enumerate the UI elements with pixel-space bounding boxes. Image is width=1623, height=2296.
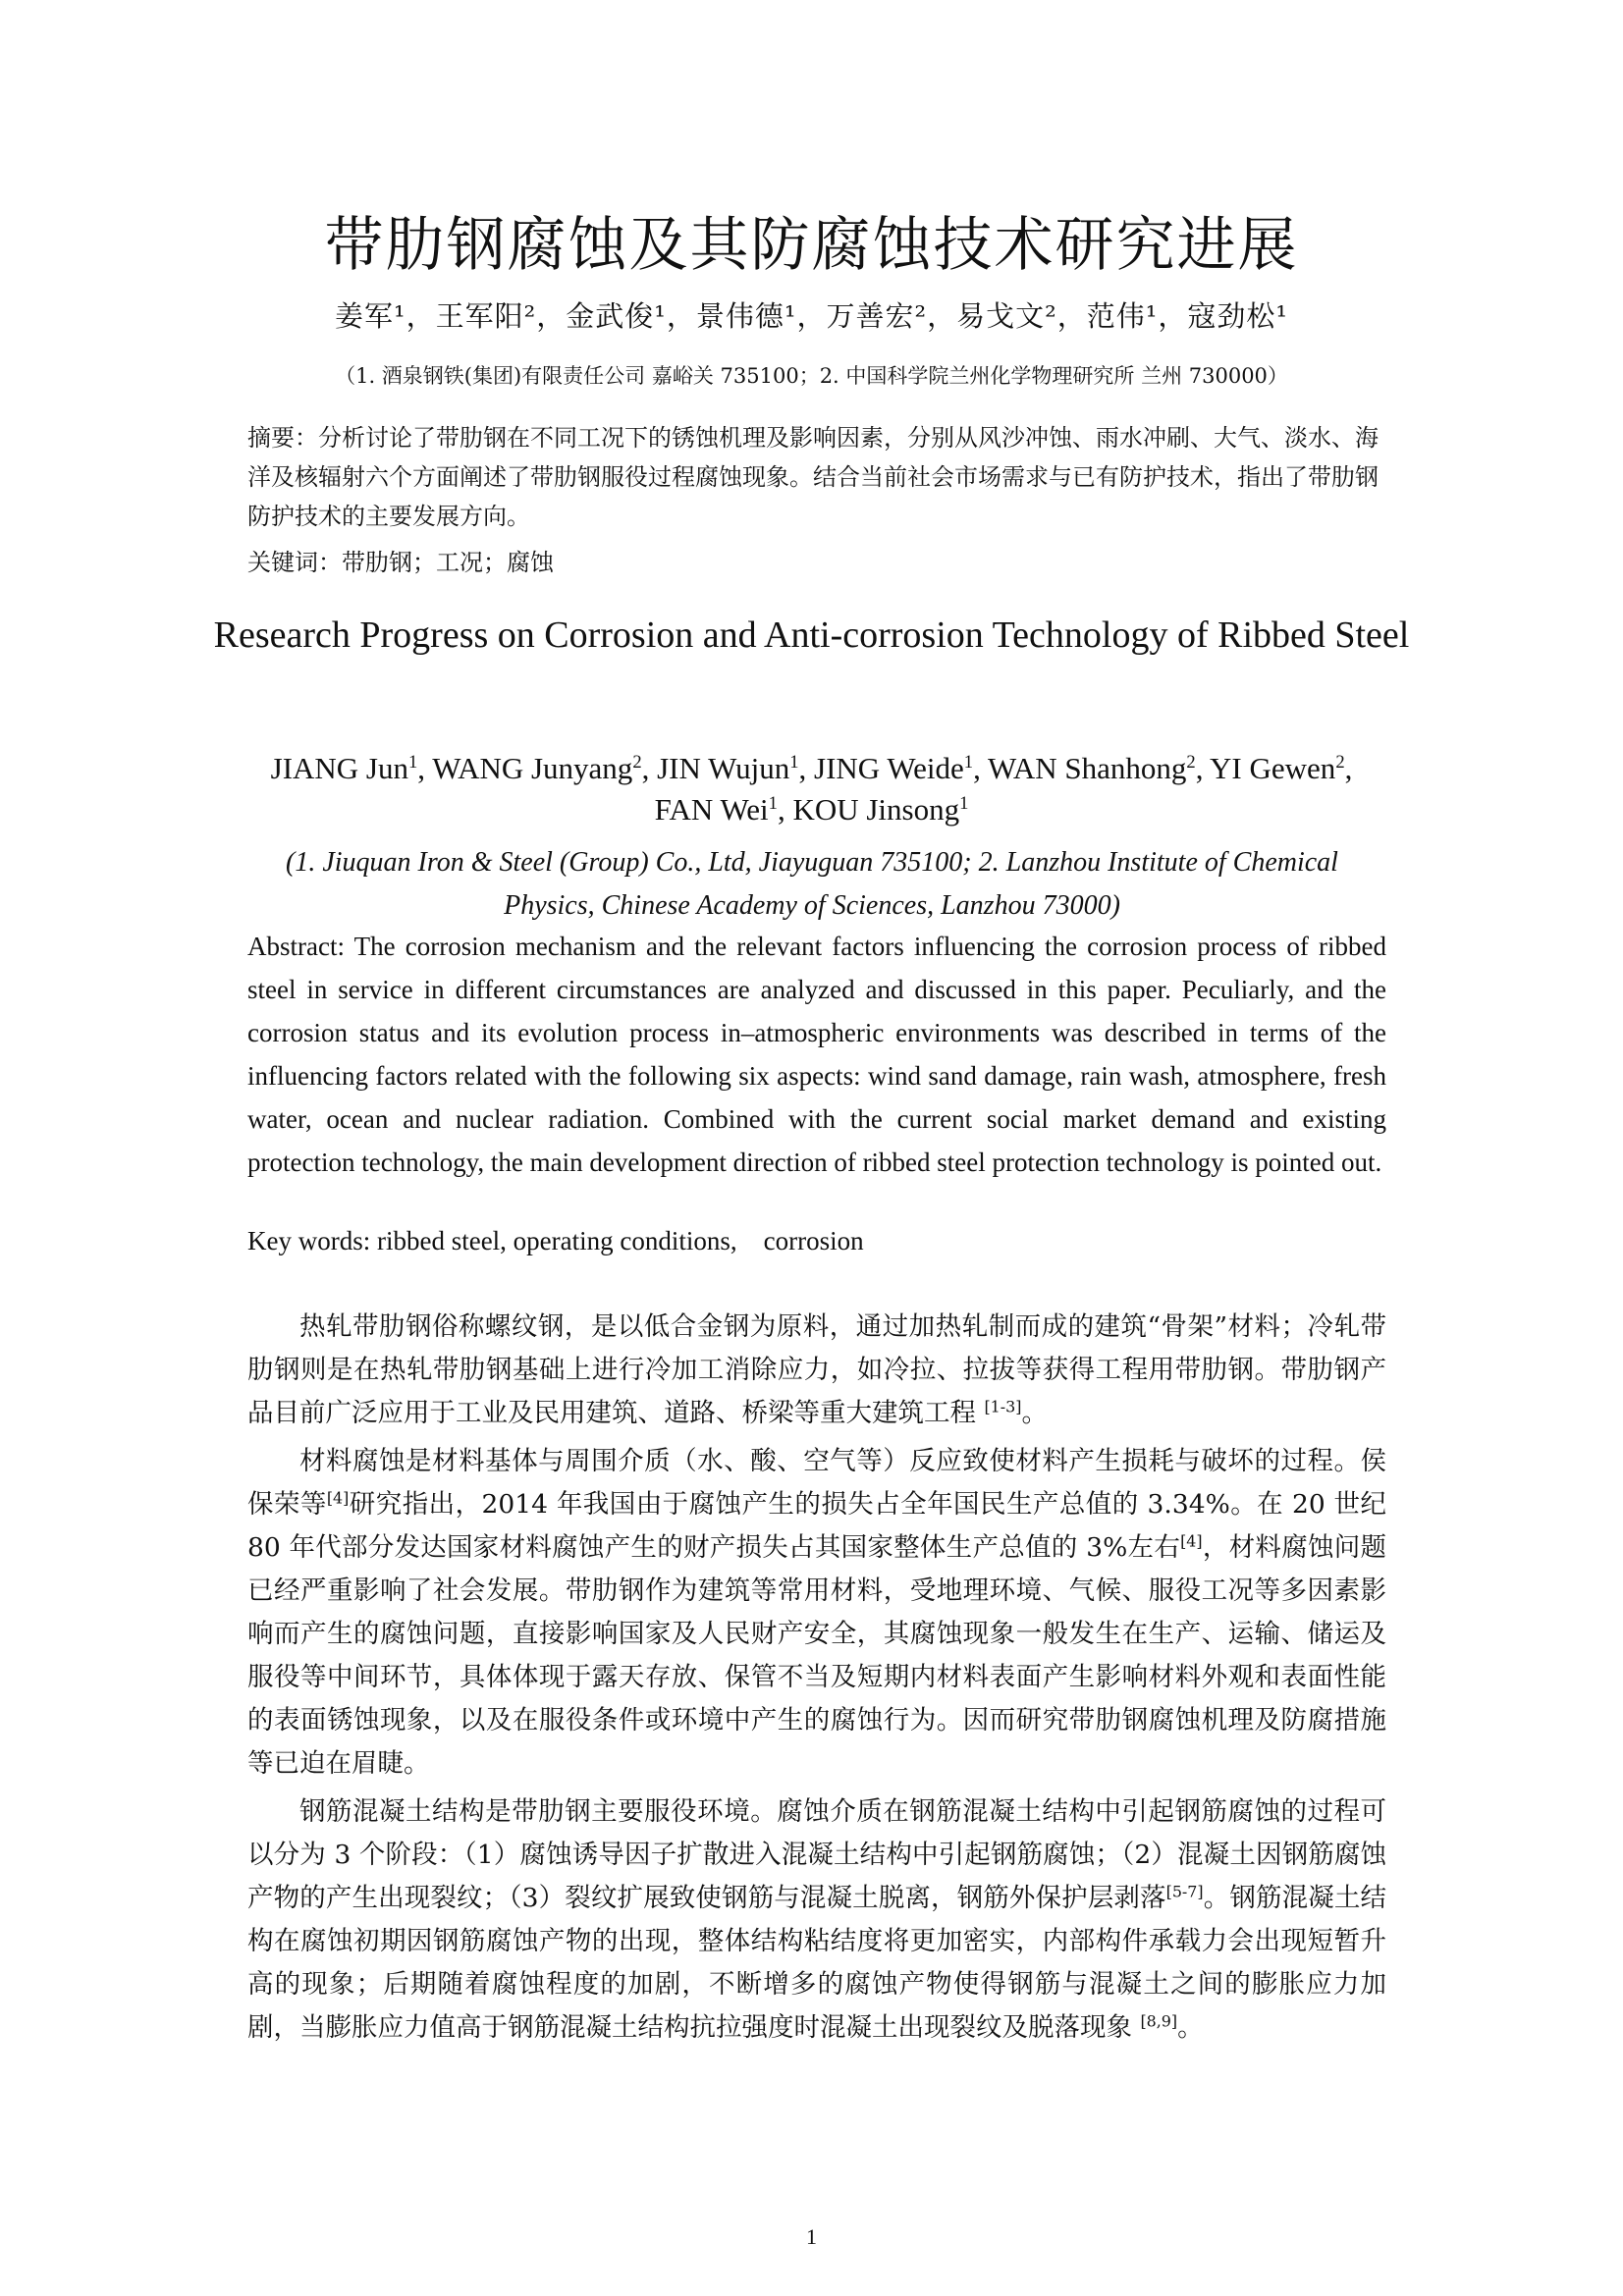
citation-ref: [5-7] bbox=[1165, 1882, 1204, 1901]
body-text bbox=[247, 1306, 1386, 2055]
paragraph-text: 研究指出，2014 年我国由于腐蚀产生的损失占全年国民生产总值的 3.34%。在 20 世纪 80 年代部分发达国家材料腐蚀产生的财产损失占其国家整体生产总值的 3%左右 bbox=[247, 1489, 1386, 1563]
author-name: WAN Shanhong bbox=[988, 751, 1187, 785]
author-affil-mark: 1 bbox=[959, 792, 969, 814]
english-authors: JIANG Jun$^1$, WANG Junyang$^2$, JIN Wujun$^1$, JING Weide$^1$, WAN Shanhong$^2$, YI Gewen$^2$, FAN Wei$^1$, KOU Jinsong$^1$ bbox=[270, 751, 1353, 827]
paragraph-text: 。 bbox=[1021, 1398, 1048, 1428]
author-affil-mark: 2 bbox=[1335, 751, 1345, 773]
author-affil-mark: 1 bbox=[963, 751, 974, 773]
author-name: JIN Wujun bbox=[657, 751, 790, 785]
author-name: YI Gewen bbox=[1210, 751, 1336, 785]
author-name: WANG Junyang bbox=[432, 751, 633, 785]
citation-ref: [4] bbox=[326, 1488, 350, 1508]
citation-ref: [4] bbox=[1180, 1531, 1203, 1551]
author-affil-mark: 1 bbox=[408, 751, 418, 773]
author-affil-mark: 1 bbox=[768, 792, 778, 814]
author-affil-mark: 1 bbox=[789, 751, 799, 773]
paragraph-text: ，材料腐蚀问题已经严重影响了社会发展。带肋钢作为建筑等常用材料，受地理环境、气候、服役工况等多因素影响而产生的腐蚀问题，直接影响国家及人民财产安全，其腐蚀现象一般发生在生产、运输、储运及服役等中间环节，具体体现于露天存放、保管不当及短期内材料表面产生影响材料外观和表面性能的表面锈蚀现象，以及在服役条件或环境中产生的腐蚀行为。因而研究带肋钢腐蚀机理及防腐措施等已迫在眉睫。 bbox=[247, 1532, 1387, 1779]
paragraph-text: 。钢筋混凝土结构在腐蚀初期因钢筋腐蚀产物的出现，整体结构粘结度将更加密实，内部构件承载力会出现短暂升高的现象；后期随着腐蚀程度的加剧，不断增多的腐蚀产物使得钢筋与混凝土之间的膨胀应力加剧，当膨胀应力值高于钢筋混凝土结构抗拉强度时混凝土出现裂纹及脱落现象 bbox=[247, 1883, 1386, 2043]
page-number: 1 bbox=[806, 2224, 817, 2249]
author-name: JING Weide bbox=[814, 751, 964, 785]
chinese-affiliation: （1. 酒泉钢铁(集团)有限责任公司 嘉峪关 735100；2. 中国科学院兰州化学物理研究所 兰州 730000） bbox=[335, 364, 1288, 388]
author-name: FAN Wei bbox=[654, 792, 769, 827]
author-name: KOU Jinsong bbox=[792, 792, 960, 827]
paragraph-text: 钢筋混凝土结构是带肋钢主要服役环境。腐蚀介质在钢筋混凝土结构中引起钢筋腐蚀的过程可以分为 3 个阶段：（1）腐蚀诱导因子扩散进入混凝土结构中引起钢筋腐蚀；（2）混凝土因钢筋腐蚀产物的产生出现裂纹；（3）裂纹扩展致使钢筋与混凝土脱离，钢筋外保护层剥落 bbox=[247, 1796, 1386, 1913]
body-paragraph bbox=[247, 1790, 1386, 2050]
author-affil-mark: 2 bbox=[632, 751, 642, 773]
citation-ref: [8,9] bbox=[1140, 2011, 1178, 2031]
body-paragraph bbox=[247, 1306, 1386, 1435]
english-title: Research Progress on Corrosion and Anti-corrosion Technology of Ribbed Steel bbox=[213, 614, 1410, 656]
english-keywords: Key words: ribbed steel, operating conditions, corrosion bbox=[247, 1226, 864, 1255]
chinese-title: 带肋钢腐蚀及其防腐蚀技术研究进展 bbox=[324, 211, 1299, 280]
chinese-authors: 姜军¹，王军阳²，金武俊¹，景伟德¹，万善宏²，易戈文²，范伟¹，寇劲松¹ bbox=[334, 299, 1288, 333]
citation-ref: [1-3] bbox=[984, 1397, 1022, 1416]
paragraph-text: 材料腐蚀是材料基体与周围介质（水、酸、空气等）反应致使材料产生损耗与破坏的过程。侯保荣等 bbox=[247, 1446, 1386, 1520]
paragraph-text: 。 bbox=[1177, 2012, 1204, 2043]
english-abstract: Abstract: The corrosion mechanism and the relevant factors influencing the corrosion process of ribbed steel in service in different circumstances are analyzed and discussed in this paper. Peculiarly, and the corrosion status and its evolution process in–atmospheric environments was described in terms of the influencing factors related with the following six aspects: wind sand damage, rain wash, atmosphere, fresh water, ocean and nuclear radiation. Combined with the current social market demand and existing protection technology, the main development direction of ribbed steel protection technology is pointed out. bbox=[247, 932, 1386, 1177]
english-affiliation: (1. Jiuquan Iron & Steel (Group) Co., Ltd, Jiayuguan 735100; 2. Lanzhou Institute of Chemical Physics, Chinese Academy of Sciences, Lanzhou 73000) bbox=[286, 847, 1338, 921]
chinese-abstract: 摘要：分析讨论了带肋钢在不同工况下的锈蚀机理及影响因素，分别从风沙冲蚀、雨水冲刷、大气、淡水、海洋及核辐射六个方面阐述了带肋钢服役过程腐蚀现象。结合当前社会市场需求与已有防护技术，指出了带肋钢防护技术的主要发展方向。 bbox=[247, 424, 1379, 530]
chinese-keywords: 关键词：带肋钢；工况；腐蚀 bbox=[247, 549, 554, 576]
author-affil-mark: 2 bbox=[1186, 751, 1196, 773]
body-paragraph bbox=[247, 1440, 1386, 1786]
paragraph-text: 热轧带肋钢俗称螺纹钢，是以低合金钢为原料，通过加热轧制而成的建筑“骨架”材料；冷轧带肋钢则是在热轧带肋钢基础上进行冷加工消除应力，如冷拉、拉拔等获得工程用带肋钢。带肋钢产品目前广泛应用于工业及民用建筑、道路、桥梁等重大建筑工程 bbox=[247, 1311, 1386, 1428]
author-name: JIANG Jun bbox=[270, 751, 408, 785]
